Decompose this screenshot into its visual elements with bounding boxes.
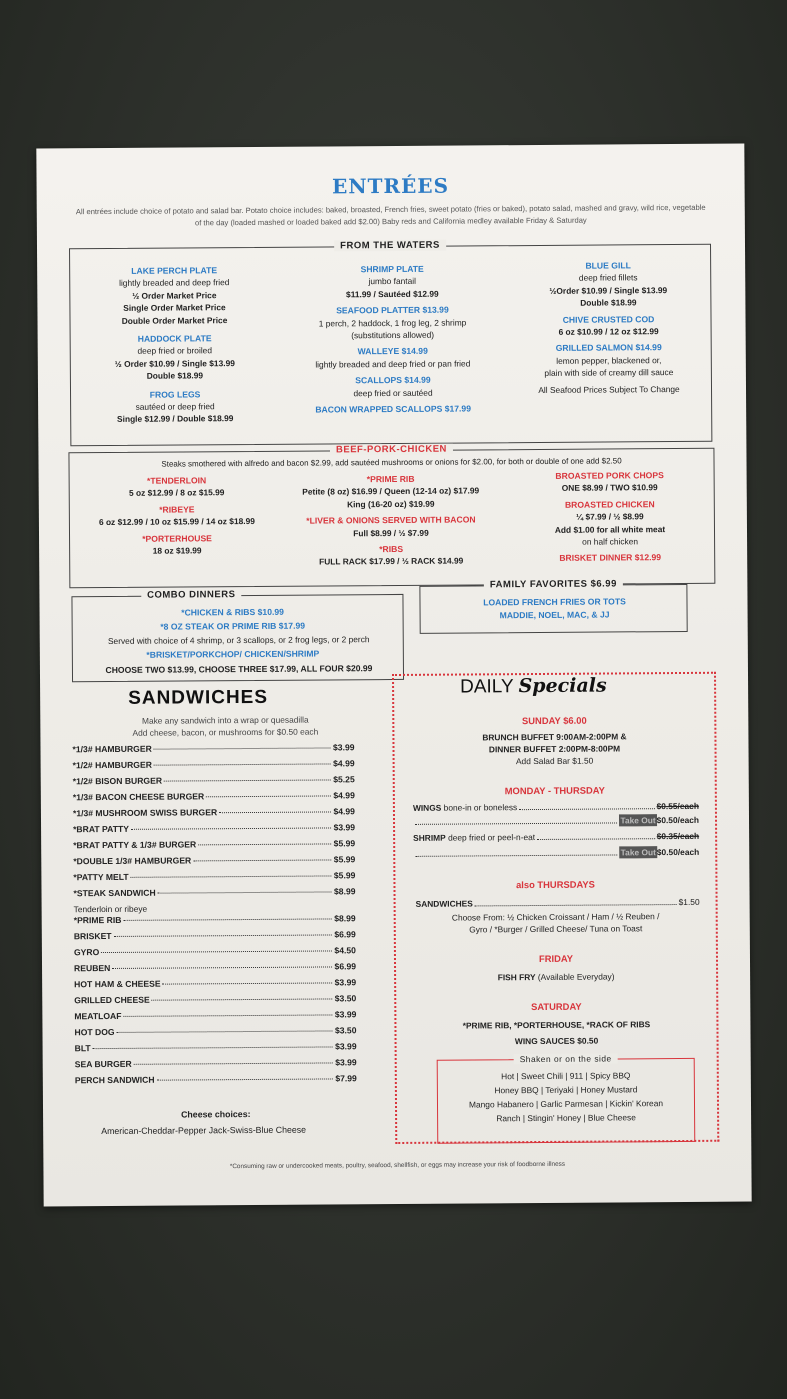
menu-item-line: Double $18.99: [146, 370, 204, 381]
combo-label: COMBO DINNERS: [141, 589, 241, 601]
wings-takeout-row: [413, 814, 699, 828]
sandwich-price: $3.99: [334, 1009, 357, 1020]
sandwich-name: *BRAT PATTY & 1/3# BURGER: [73, 839, 197, 851]
cheese-list: American-Cheddar-Pepper Jack-Swiss-Blue Cheese: [101, 1124, 307, 1137]
sand-special-price: $1.50: [678, 896, 700, 908]
sandwich-price: $8.99: [333, 886, 356, 897]
wings-price-dinein: $0.55/each: [656, 800, 699, 812]
sandwich-price: $3.99: [335, 1057, 357, 1068]
menu-item-heading: SHRIMP PLATE: [360, 263, 424, 275]
menu-item-line: Add $1.00 for all white meat: [554, 523, 666, 535]
sandwich-name: BRISKET: [73, 930, 112, 942]
sauces-line-1: Hot | Sweet Chili | 911 | Spicy BBQ: [501, 1070, 631, 1082]
waters-section: [69, 239, 712, 446]
menu-item-heading: BRISKET DINNER $12.99: [559, 552, 662, 564]
menu-item-heading: HADDOCK PLATE: [137, 333, 212, 344]
family-line-1: LOADED FRENCH FRIES OR TOTS: [483, 596, 626, 608]
menu-item-heading: BROASTED PORK CHOPS: [555, 470, 664, 481]
wings-desc: bone-in or boneless: [443, 802, 518, 813]
sandwich-name: *STEAK SANDWICH: [73, 887, 156, 899]
sandwich-name: BLT: [74, 1043, 91, 1054]
sandwich-row: [74, 929, 356, 941]
menu-item-heading: CHIVE CRUSTED COD: [562, 313, 655, 325]
menu-item-line: deep fried fillets: [578, 272, 638, 284]
shrimp-takeout-label: Take Out: [620, 847, 656, 858]
sandwich-price: $3.99: [335, 1041, 357, 1052]
menu-item-heading: *TENDERLOIN: [146, 475, 207, 486]
menu-item-line: Full $8.99 / ½ $7.99: [353, 527, 429, 538]
shrimp-takeout-row: [413, 846, 699, 860]
menu-item-line: FULL RACK $17.99 / ½ RACK $14.99: [319, 555, 464, 567]
cheese-title: Cheese choices:: [181, 1109, 251, 1120]
sandwiches-special-row: [416, 896, 700, 910]
sandwich-row: [73, 806, 355, 818]
menu-item-line: Double Order Market Price: [121, 314, 228, 326]
waters-mid-col: [282, 262, 503, 420]
saturday-items: *PRIME RIB, *PORTERHOUSE, *RACK OF RIBS: [462, 1019, 651, 1031]
menu-item-heading: *RIBS: [379, 543, 404, 555]
beef-mid-col: [280, 472, 503, 572]
menu-item-line: ONE $8.99 / TWO $10.99: [561, 482, 658, 494]
sandwich-price: $6.99: [334, 929, 356, 940]
beef-section: [68, 443, 715, 589]
sandwich-row: [73, 854, 355, 866]
sandwich-row: [73, 790, 355, 802]
specials-title-a: DAILY: [460, 676, 519, 698]
sandwich-row: [74, 977, 356, 989]
sandwich-name: *PRIME RIB: [73, 914, 122, 926]
shaken-label: Shaken or on the side: [514, 1053, 618, 1064]
sandwich-name: *1/3# MUSHROOM SWISS BURGER: [72, 807, 218, 819]
wings-row: [413, 800, 699, 814]
sandwich-row: [75, 1057, 357, 1069]
sandwich-row: [73, 822, 355, 834]
sandwich-name: *1/3# BACON CHEESE BURGER: [72, 791, 205, 803]
sandwiches-title: SANDWICHES: [128, 686, 269, 709]
sandwiches-sub-1: Make any sandwich into a wrap or quesadilla: [141, 714, 309, 726]
footnote: *Consuming raw or undercooked meats, poultry, seafood, shellfish, or eggs may increase your risk of foodborne illness: [229, 1160, 566, 1171]
specials-title-b: Specials: [518, 674, 607, 698]
menu-item-line: ½Order $10.99 / Single $13.99: [549, 284, 668, 296]
menu-item-line: ¼ $7.99 / ½ $8.99: [576, 511, 644, 522]
combo-choose: CHOOSE TWO $13.99, CHOOSE THREE $17.99, ALL FOUR $20.99: [105, 663, 373, 676]
combo-item-1: *CHICKEN & RIBS $10.99: [181, 606, 284, 618]
sandwich-name: HOT HAM & CHEESE: [74, 978, 161, 990]
sandwich-row: [74, 1009, 356, 1021]
sandwich-price: $8.99: [334, 913, 356, 924]
sauces-line-2: Honey BBQ | Teriyaki | Honey Mustard: [494, 1084, 638, 1096]
sauces-line-3: Mango Habanero | Garlic Parmesan | Kickin' Korean: [468, 1098, 664, 1110]
sandwich-row: [73, 758, 355, 770]
menu-item-heading: BACON WRAPPED SCALLOPS $17.99: [315, 403, 472, 415]
menu-item-heading: BROASTED CHICKEN: [564, 498, 655, 510]
friday-heading: FRIDAY: [538, 952, 574, 964]
sandwich-price: $5.99: [333, 870, 356, 881]
sandwich-name: SEA BURGER: [74, 1058, 132, 1070]
sandwich-row: [75, 1073, 357, 1085]
wings-takeout-label: Take Out: [620, 815, 656, 826]
menu-item-line: Single $12.99 / Double $18.99: [116, 413, 234, 425]
family-line-2: MADDIE, NOEL, MAC, & JJ: [499, 609, 610, 621]
sandwich-price: $3.99: [334, 977, 357, 988]
dinner-buffet: DINNER BUFFET 2:00PM-8:00PM: [488, 743, 621, 755]
sandwich-name: *DOUBLE 1/3# HAMBURGER: [73, 855, 192, 867]
waters-right-col: [510, 259, 707, 400]
combo-served: Served with choice of 4 shrimp, or 3 scallops, or 2 frog legs, or 2 perch: [107, 634, 370, 646]
wing-sauces: WING SAUCES $0.50: [514, 1035, 599, 1047]
combo-item-2: *8 OZ STEAK OR PRIME RIB $17.99: [160, 620, 306, 632]
entrees-intro: All entrées include choice of potato and salad bar. Potato choice includes: baked, broasted, French fries, sweet potato (fries or baked), potato salad, mashed and gravy, wild rice, vegetable of the day (loaded mashed or loaded baked add $2.00) Baby reds and California medley available Friday & Saturday: [75, 202, 706, 227]
choose-line-1: Choose From: ½ Chicken Croissant / Ham / ½ Reuben /: [451, 911, 660, 923]
fish-fry-note: (Available Everyday): [537, 971, 615, 983]
entrees-title: ENTRÉES: [332, 173, 450, 199]
sandwich-price: $5.99: [333, 838, 356, 849]
sandwich-price: $3.50: [334, 993, 357, 1004]
menu-item-line: lightly breaded and deep fried or pan fried: [315, 358, 471, 370]
also-thursdays-heading: also THURSDAYS: [516, 878, 595, 891]
shrimp-price-takeout: $0.50/each: [656, 846, 700, 858]
sandwich-row: [73, 886, 355, 898]
menu-item-heading: *PRIME RIB: [366, 473, 415, 485]
fish-fry-row: [396, 970, 716, 984]
sandwich-row: [74, 945, 356, 957]
sandwich-price: $4.99: [333, 758, 355, 769]
fish-fry-label: FISH FRY: [497, 972, 536, 983]
menu-page: [36, 144, 751, 1207]
sandwich-name: *1/3# HAMBURGER: [72, 743, 152, 755]
menu-item-line: ½ Order Market Price: [132, 290, 217, 301]
menu-item-line: (substitutions allowed): [351, 329, 435, 341]
wings-price-takeout: $0.50/each: [656, 814, 700, 826]
combo-section: [71, 589, 404, 682]
sand-special-label: SANDWICHES: [415, 898, 473, 909]
shrimp-row: [413, 830, 699, 844]
sandwich-price: $3.99: [333, 822, 356, 833]
sandwich-name: *BRAT PATTY: [73, 823, 129, 835]
sandwich-name: *1/2# HAMBURGER: [72, 759, 152, 771]
sandwich-price: $4.50: [334, 945, 356, 956]
sandwich-name: GYRO: [73, 947, 100, 958]
sunday-heading: SUNDAY $6.00: [521, 714, 587, 727]
sandwich-price: $7.99: [335, 1073, 357, 1084]
sandwich-row: [74, 1025, 356, 1037]
sandwich-price: $4.99: [333, 806, 355, 817]
sandwich-price: $5.99: [333, 854, 356, 865]
family-section: [419, 578, 687, 634]
wings-label: WINGS: [412, 802, 442, 813]
sandwich-row: [73, 774, 355, 786]
menu-item-line: Single Order Market Price: [123, 302, 226, 314]
menu-item-heading: GRILLED SALMON $14.99: [555, 342, 662, 354]
shrimp-price-dinein: $0.35/each: [656, 830, 700, 842]
menu-item-heading: LAKE PERCH PLATE: [131, 265, 218, 276]
menu-item-line: lightly breaded and deep fried: [119, 277, 230, 289]
menu-item-line: Double $18.99: [580, 297, 637, 308]
menu-item-line: 6 oz $10.99 / 12 oz $12.99: [558, 326, 659, 337]
sandwich-name: HOT DOG: [74, 1026, 115, 1038]
menu-item-heading: WALLEYE $14.99: [357, 346, 428, 357]
menu-item-heading: BLUE GILL: [585, 260, 631, 271]
beef-left-col: [72, 474, 283, 562]
menu-item-line: deep fried or broiled: [137, 345, 213, 357]
menu-item-line: on half chicken: [582, 536, 639, 547]
sandwich-price: $3.99: [332, 742, 355, 753]
sandwich-price: $4.99: [333, 790, 355, 801]
sandwich-row: [74, 913, 356, 925]
sandwich-name: MEATLOAF: [74, 1010, 122, 1022]
menu-item-line: $11.99 / Sautéed $12.99: [345, 288, 439, 300]
daily-specials-section: [392, 672, 719, 1144]
sandwich-name: PERCH SANDWICH: [74, 1074, 155, 1086]
sandwich-row: [73, 870, 355, 882]
salad-bar: Add Salad Bar $1.50: [515, 755, 594, 767]
menu-item-line: sautéed or deep fried: [135, 401, 215, 412]
sauce-box: [437, 1053, 696, 1144]
menu-item-line: 5 oz $12.99 / 8 oz $15.99: [128, 487, 225, 499]
menu-item-line: 1 perch, 2 haddock, 1 frog leg, 2 shrimp: [318, 317, 467, 329]
menu-item-heading: SEAFOOD PLATTER $13.99: [336, 304, 449, 316]
steak-note: Tenderloin or ribeye: [73, 903, 148, 915]
sandwich-row: [75, 1041, 357, 1053]
sandwich-row: [74, 961, 356, 973]
menu-item-heading: FROG LEGS: [149, 389, 201, 400]
beef-right-col: [510, 469, 711, 569]
waters-left-col: [76, 264, 273, 432]
sauces-line-4: Ranch | Stingin' Honey | Blue Cheese: [496, 1112, 636, 1124]
sandwich-row: [74, 993, 356, 1005]
sandwich-name: *1/2# BISON BURGER: [72, 775, 163, 787]
sandwich-price: $3.50: [334, 1025, 357, 1036]
menu-item-line: deep fried or sautéed: [353, 387, 433, 398]
sandwich-row: [72, 742, 354, 754]
family-label: FAMILY FAVORITES $6.99: [484, 578, 623, 590]
choose-line-2: Gyro / *Burger / Grilled Cheese/ Tuna on Toast: [469, 923, 643, 935]
menu-item-line: King (16-20 oz) $19.99: [347, 498, 435, 510]
menu-item-line: ½ Order $10.99 / Single $13.99: [114, 357, 235, 369]
menu-item-heading: SCALLOPS $14.99: [355, 374, 431, 386]
waters-label: FROM THE WATERS: [334, 240, 446, 252]
sandwiches-sub-2: Add cheese, bacon, or mushrooms for $0.50 each: [132, 726, 319, 738]
shrimp-desc: deep fried or peel-n-eat: [448, 832, 536, 843]
menu-item-line: 6 oz $12.99 / 10 oz $15.99 / 14 oz $18.99: [98, 516, 255, 528]
menu-item-line: lemon pepper, blackened or,: [556, 354, 662, 366]
menu-item-heading: *LIVER & ONIONS SERVED WITH BACON: [306, 514, 476, 526]
menu-item-line: Petite (8 oz) $16.99 / Queen (12-14 oz) $17.99: [302, 485, 480, 498]
menu-item-heading: *RIBEYE: [159, 504, 195, 515]
beef-intro: Steaks smothered with alfredo and bacon $2.99, add sautéed mushrooms or onions for $2.00, for both or double of one add $2.50: [161, 456, 622, 469]
sandwich-row: [73, 838, 355, 850]
sandwich-price: $6.99: [334, 961, 357, 972]
menu-item-heading: *PORTERHOUSE: [142, 532, 212, 544]
beef-label: BEEF-PORK-CHICKEN: [330, 444, 453, 456]
menu-item-line: plain with side of creamy dill sauce: [544, 367, 674, 379]
sandwich-name: *PATTY MELT: [73, 871, 129, 883]
specials-title: [460, 675, 607, 699]
menu-item-line: All Seafood Prices Subject To Change: [538, 383, 680, 395]
saturday-heading: SATURDAY: [531, 1000, 582, 1013]
menu-item-line: jumbo fantail: [368, 276, 417, 287]
sandwich-price: $5.25: [333, 774, 355, 785]
shrimp-label: SHRIMP: [413, 832, 446, 843]
combo-item-3: *BRISKET/PORKCHOP/ CHICKEN/SHRIMP: [146, 648, 320, 660]
sandwich-name: REUBEN: [74, 962, 111, 974]
menu-item-line: 18 oz $19.99: [152, 545, 202, 556]
monthu-heading: MONDAY - THURSDAY: [504, 784, 605, 797]
brunch-buffet: BRUNCH BUFFET 9:00AM-2:00PM &: [482, 731, 627, 743]
sandwich-name: GRILLED CHEESE: [74, 994, 150, 1006]
